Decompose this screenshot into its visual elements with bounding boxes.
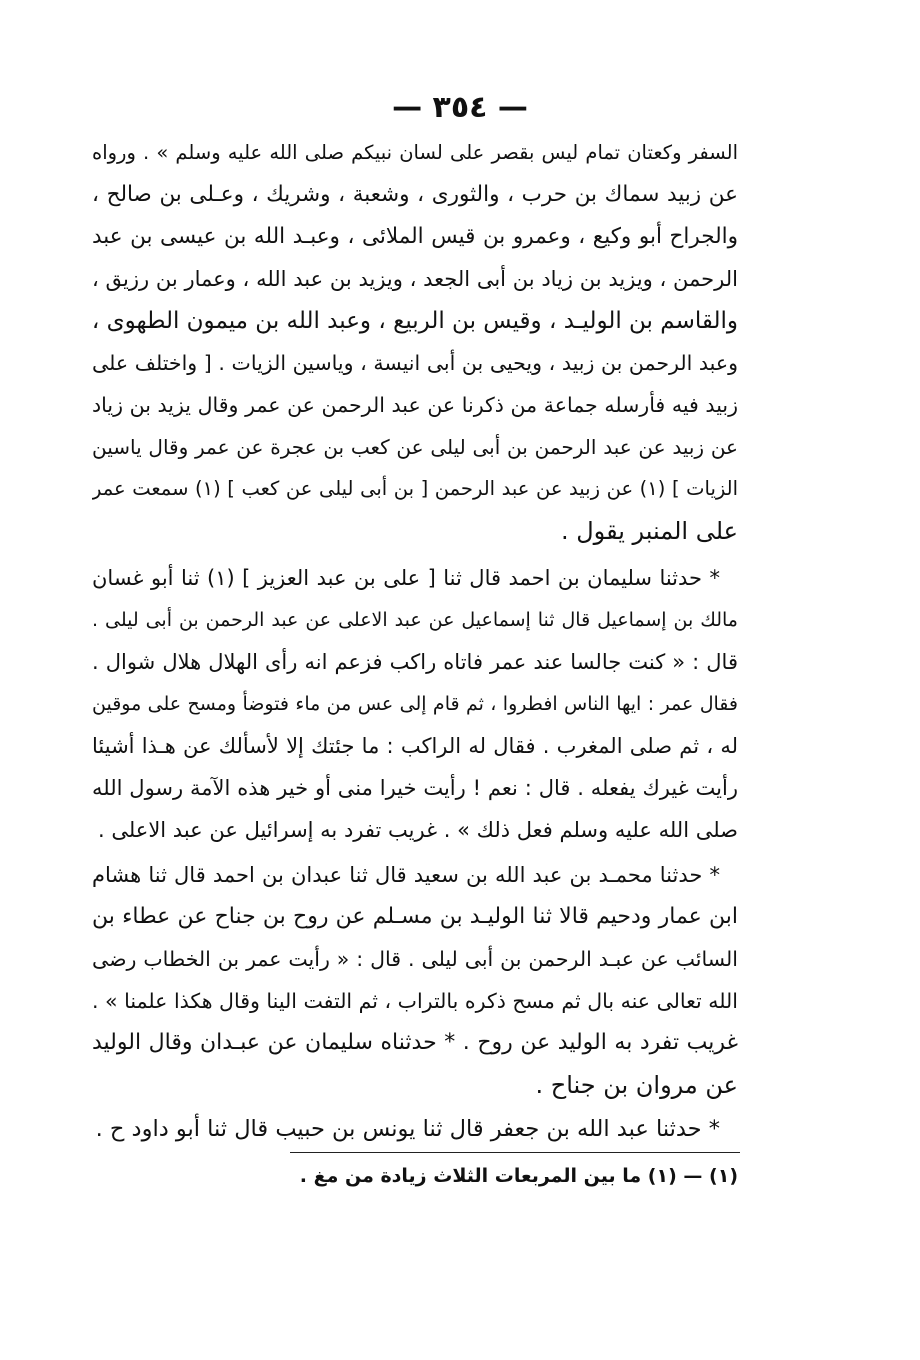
text-line: الله تعالى عنه بال ثم مسح ذكره بالتراب ، ثم التفت الينا وقال هكذا علمنا » . xyxy=(92,989,738,1013)
text-line: وعبد الرحمن بن زبيد ، ويحيى بن أبى انيسة ، وياسين الزيات . [ واختلف على xyxy=(92,351,738,375)
text-line: والقاسم بن الوليـد ، وقيس بن الربيع ، وعبد الله بن ميمون الطهوى ، xyxy=(92,308,738,334)
text-line: * حدثنا عبد الله بن جعفر قال ثنا يونس بن حبيب قال ثنا أبو داود ح . xyxy=(95,1116,720,1142)
page-number: — ٣٥٤ — xyxy=(392,90,528,125)
text-line: قال : « كنت جالسا عند عمر فاتاه راكب فزعم انه رأى الهلال هلال شوال . xyxy=(92,650,738,674)
text-line: السفر وكعتان تمام ليس بقصر على لسان نبيكم صلى الله عليه وسلم » . ورواه xyxy=(92,141,738,164)
paragraph-3 xyxy=(92,854,738,1106)
paragraph-1 xyxy=(92,132,738,552)
footnote: (١) — (١) ما بين المربعات الثلاث زيادة من مغ . xyxy=(299,1165,738,1187)
text-line: غريب تفرد به الوليد عن روح . * حدثناه سليمان عن عبـدان وقال الوليد xyxy=(92,1030,738,1055)
text-line: والجراح أبو وكيع ، وعمرو بن قيس الملائى ، وعبـد الله بن عيسى بن عبد xyxy=(92,224,738,249)
text-line: عن مروان بن جناح . xyxy=(535,1071,738,1099)
footnote-divider xyxy=(290,1152,740,1153)
text-line: زبيد فيه فأرسله جماعة من ذكرنا عن عبد الرحمن عن عمر وقال يزيد بن زياد xyxy=(92,393,738,417)
text-line: السائب عن عبـد الرحمن بن أبى ليلى . قال : « رأيت عمر بن الخطاب رضى xyxy=(92,947,738,971)
paragraph-4 xyxy=(92,1108,738,1150)
text-line: ابن عمار ودحيم قالا ثنا الوليـد بن مسـلم عن روح بن جناح عن عطاء بن xyxy=(92,904,738,929)
text-line: الزيات ] (١) عن زبيد عن عبد الرحمن [ بن أبى ليلى عن كعب ] (١) سمعت عمر xyxy=(92,477,738,500)
text-line: رأيت غيرك يفعله . قال : نعم ! رأيت خيرا منى أو خير هذه الآمة رسول الله xyxy=(92,776,738,800)
text-line: صلى الله عليه وسلم فعل ذلك » . غريب تفرد به إسرائيل عن عبد الاعلى . xyxy=(97,818,738,842)
text-line: * حدثنا محمـد بن عبد الله بن سعيد قال ثنا عبدان بن احمد قال ثنا هشام xyxy=(92,863,720,887)
text-line: عن زبيد سماك بن حرب ، والثورى ، وشعبة ، وشريك ، وعـلى بن صالح ، xyxy=(92,182,738,207)
text-line: فقال عمر : ايها الناس افطروا ، ثم قام إلى عس من ماء فتوضأ ومسح على موقين xyxy=(92,693,738,715)
text-line: عن زبيد عن عبد الرحمن بن أبى ليلى عن كعب بن عجرة عن عمر وقال ياسين xyxy=(92,435,738,459)
text-line: على المنبر يقول . xyxy=(560,517,738,545)
text-line: * حدثنا سليمان بن احمد قال ثنا [ على بن عبد العزيز ] (١) ثنا أبو غسان xyxy=(92,566,720,590)
text-line: مالك بن إسماعيل قال ثنا إسماعيل عن عبد الاعلى عن عبد الرحمن بن أبى ليلى . xyxy=(92,609,738,631)
text-line: الرحمن ، ويزيد بن زياد بن أبى الجعد ، ويزيد بن عبد الله ، وعمار بن رزيق ، xyxy=(92,267,738,291)
paragraph-2 xyxy=(92,557,738,851)
text-line: له ، ثم صلى المغرب . فقال له الراكب : ما جئتك إلا لأسألك عن هـذا أشيئا xyxy=(92,734,738,758)
